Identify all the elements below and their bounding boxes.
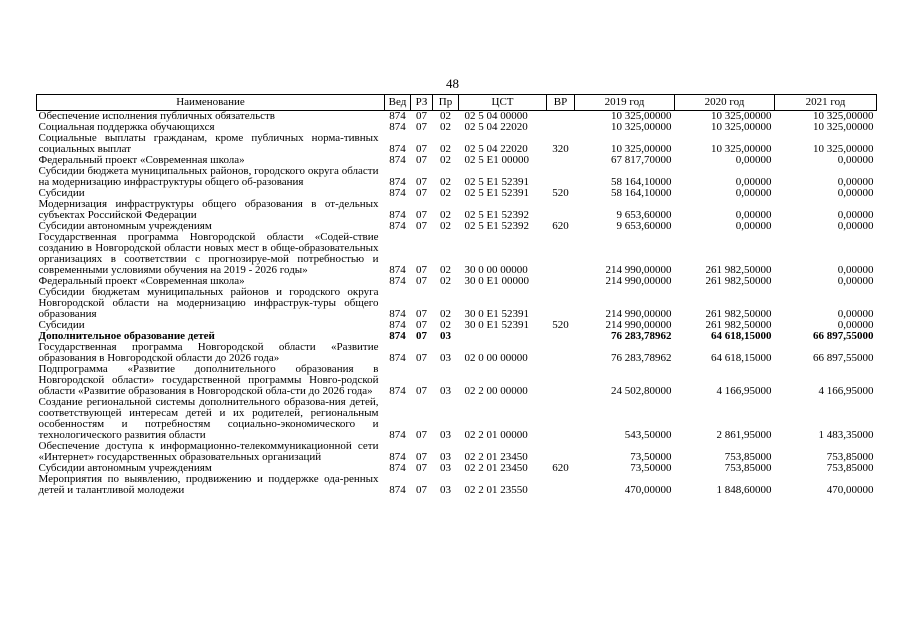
row-vr — [547, 342, 575, 364]
row-ved: 874 — [389, 484, 406, 496]
row-2020: 10 325,00000 — [711, 121, 772, 133]
row-2021: 10 325,00000 — [813, 121, 874, 133]
table-row — [37, 474, 877, 496]
row-2021: 10 325,00000 — [813, 143, 874, 155]
page-number: 48 — [446, 76, 459, 91]
row-name: Федеральный проект «Современная школа» — [38, 275, 245, 287]
row-name: Социальные выплаты гражданам, кроме публичных норма-тивных социальных выплат — [38, 132, 379, 155]
row-vr: 620 — [552, 462, 569, 474]
row-cst: 02 5 04 00000 — [464, 110, 528, 122]
row-ved: 874 — [389, 121, 406, 133]
row-2020: 2 861,95000 — [716, 429, 772, 441]
table-row — [37, 364, 877, 397]
row-2020: 10 325,00000 — [711, 143, 772, 155]
row-rz: 07 — [416, 187, 427, 199]
row-rz: 07 — [416, 330, 427, 342]
row-rz: 07 — [416, 462, 427, 474]
row-name: Подпрограмма «Развитие дополнительного образования в Новгородской области» государственной программы Новго-родской области «Развитие образования в Новгородской обла-сти до 2026 года» — [38, 363, 379, 397]
row-cst: 02 2 01 00000 — [464, 429, 528, 441]
row-ved: 874 — [389, 330, 406, 342]
row-2021: 0,00000 — [837, 220, 874, 232]
row-2019: 76 283,78962 — [611, 352, 672, 364]
row-ved: 874 — [389, 264, 406, 276]
row-pr: 02 — [440, 275, 451, 287]
row-cst — [459, 331, 547, 342]
row-2019: 58 164,10000 — [611, 176, 672, 188]
row-2019: 214 990,00000 — [605, 319, 672, 331]
row-rz: 07 — [416, 176, 427, 188]
row-2020: 0,00000 — [735, 176, 772, 188]
row-rz: 07 — [416, 264, 427, 276]
row-2021: 0,00000 — [837, 176, 874, 188]
row-2019: 67 817,70000 — [611, 154, 672, 166]
row-pr: 02 — [440, 319, 451, 331]
row-pr: 02 — [440, 143, 451, 155]
row-2021: 470,00000 — [826, 484, 874, 496]
row-rz: 07 — [416, 209, 427, 221]
row-2020: 1 848,60000 — [716, 484, 772, 496]
row-vr — [547, 199, 575, 221]
row-pr: 02 — [440, 121, 451, 133]
row-vr — [547, 397, 575, 441]
row-2021: 0,00000 — [837, 209, 874, 221]
row-pr: 02 — [440, 176, 451, 188]
row-pr: 03 — [440, 385, 451, 397]
row-vr — [547, 166, 575, 188]
row-name: Субсидии бюджетам муниципальных районов и городского округа Новгородской области на модернизацию инфраструк-туры общего образования — [38, 286, 379, 320]
row-cst: 30 0 00 00000 — [464, 264, 528, 276]
row-ved: 874 — [389, 275, 406, 287]
row-ved: 874 — [389, 319, 406, 331]
row-cst: 02 5 E1 00000 — [464, 154, 529, 166]
row-cst: 30 0 E1 52391 — [464, 319, 529, 331]
row-pr: 03 — [440, 462, 451, 474]
row-ved: 874 — [389, 154, 406, 166]
row-2019: 58 164,10000 — [611, 187, 672, 199]
row-name: Мероприятия по выявлению, продвижению и поддержке ода-ренных детей и талантливой молодежи — [38, 473, 379, 496]
row-2021: 0,00000 — [837, 154, 874, 166]
row-2021: 66 897,55000 — [813, 330, 874, 342]
row-vr: 520 — [552, 319, 569, 331]
row-2021: 0,00000 — [837, 308, 874, 320]
row-rz: 07 — [416, 143, 427, 155]
header-2021: 2021 год — [775, 95, 877, 111]
row-pr: 02 — [440, 264, 451, 276]
row-rz: 07 — [416, 110, 427, 122]
row-2020: 261 982,50000 — [705, 308, 772, 320]
row-2021: 753,85000 — [826, 462, 874, 474]
row-name: Социальная поддержка обучающихся — [38, 121, 215, 133]
row-cst: 02 5 E1 52391 — [464, 187, 529, 199]
row-2020: 753,85000 — [724, 462, 772, 474]
table-row — [37, 232, 877, 276]
row-cst: 02 5 E1 52392 — [464, 209, 529, 221]
header-vr: ВР — [547, 95, 575, 111]
row-ved: 874 — [389, 143, 406, 155]
row-cst: 30 0 E1 00000 — [464, 275, 529, 287]
row-2021: 10 325,00000 — [813, 110, 874, 122]
header-rz: РЗ — [411, 95, 433, 111]
row-name: Субсидии автономным учреждениям — [38, 462, 212, 474]
row-cst: 02 2 01 23450 — [464, 462, 528, 474]
row-2019: 214 990,00000 — [605, 308, 672, 320]
row-rz: 07 — [416, 121, 427, 133]
row-2019: 76 283,78962 — [611, 330, 672, 342]
row-vr — [547, 155, 575, 166]
row-pr: 03 — [440, 330, 451, 342]
row-pr: 03 — [440, 451, 451, 463]
header-ved: Вед — [385, 95, 411, 111]
row-vr — [547, 474, 575, 496]
row-2021: 66 897,55000 — [813, 352, 874, 364]
row-2021: 753,85000 — [826, 451, 874, 463]
row-cst: 02 2 01 23550 — [464, 484, 528, 496]
row-pr: 02 — [440, 308, 451, 320]
row-2021: 4 166,95000 — [818, 385, 874, 397]
row-2020: 261 982,50000 — [705, 319, 772, 331]
row-rz: 07 — [416, 275, 427, 287]
row-2021: 0,00000 — [837, 264, 874, 276]
row-vr — [547, 331, 575, 342]
row-2019: 543,50000 — [624, 429, 672, 441]
row-rz: 07 — [416, 154, 427, 166]
row-vr: 320 — [552, 143, 569, 155]
header-name: Наименование — [37, 95, 385, 111]
table-header-row — [37, 95, 877, 111]
row-name: Государственная программа Новгородской области «Содей-ствие созданию в Новгородской области новых мест в обще-образовательных организациях в соответствии с прогнозируе-мой потребностью и современными условиями обучения на 2019 - 2026 годы» — [38, 231, 379, 276]
row-pr: 02 — [440, 220, 451, 232]
row-ved: 874 — [389, 462, 406, 474]
row-ved: 874 — [389, 110, 406, 122]
row-rz: 07 — [416, 429, 427, 441]
row-2020: 0,00000 — [735, 209, 772, 221]
row-ved: 874 — [389, 176, 406, 188]
row-cst: 02 5 04 22020 — [464, 143, 528, 155]
row-2021: 1 483,35000 — [818, 429, 874, 441]
row-name: Дополнительное образование детей — [38, 330, 215, 342]
row-ved: 874 — [389, 220, 406, 232]
header-cst: ЦСТ — [459, 95, 547, 111]
row-ved: 874 — [389, 352, 406, 364]
row-pr: 03 — [440, 352, 451, 364]
row-2020: 64 618,15000 — [711, 330, 772, 342]
row-2021: 0,00000 — [837, 275, 874, 287]
row-vr: 620 — [552, 220, 569, 232]
row-2020: 261 982,50000 — [705, 264, 772, 276]
row-name: Обеспечение доступа к информационно-телекоммуникационной сети «Интернет» государственных образовательных организаций — [38, 440, 379, 463]
table-row — [37, 199, 877, 221]
table-row — [37, 287, 877, 320]
row-2019: 470,00000 — [624, 484, 672, 496]
row-2019: 73,50000 — [630, 462, 672, 474]
row-name: Модернизация инфраструктуры общего образования в от-дельных субъектах Российской Федерации — [38, 198, 379, 221]
row-pr: 02 — [440, 110, 451, 122]
row-2019: 24 502,80000 — [611, 385, 672, 397]
row-name: Обеспечение исполнения публичных обязательств — [38, 110, 276, 122]
row-pr: 03 — [440, 429, 451, 441]
row-rz: 07 — [416, 352, 427, 364]
row-2020: 10 325,00000 — [711, 110, 772, 122]
row-2019: 214 990,00000 — [605, 275, 672, 287]
row-2020: 64 618,15000 — [711, 352, 772, 364]
row-cst: 02 5 E1 52391 — [464, 176, 529, 188]
row-vr — [547, 122, 575, 133]
row-ved: 874 — [389, 209, 406, 221]
row-2021: 0,00000 — [837, 187, 874, 199]
table-row — [37, 342, 877, 364]
row-2020: 261 982,50000 — [705, 275, 772, 287]
header-pr: Пр — [433, 95, 459, 111]
row-pr: 02 — [440, 187, 451, 199]
row-cst: 30 0 E1 52391 — [464, 308, 529, 320]
row-2019: 9 653,60000 — [616, 209, 672, 221]
table-body — [37, 111, 877, 497]
row-rz: 07 — [416, 385, 427, 397]
row-pr: 03 — [440, 484, 451, 496]
row-ved: 874 — [389, 385, 406, 397]
row-vr — [547, 287, 575, 320]
table-row — [37, 397, 877, 441]
row-2021: 0,00000 — [837, 319, 874, 331]
row-2019: 9 653,60000 — [616, 220, 672, 232]
row-cst: 02 5 04 22020 — [464, 121, 528, 133]
row-name: Субсидии автономным учреждениям — [38, 220, 212, 232]
row-vr — [547, 276, 575, 287]
table-row — [37, 133, 877, 155]
row-2020: 0,00000 — [735, 187, 772, 199]
row-cst: 02 0 00 00000 — [464, 352, 528, 364]
row-vr — [547, 232, 575, 276]
row-cst: 02 2 01 23450 — [464, 451, 528, 463]
row-rz: 07 — [416, 308, 427, 320]
row-cst: 02 2 00 00000 — [464, 385, 528, 397]
row-rz: 07 — [416, 451, 427, 463]
row-name: Государственная программа Новгородской области «Развитие образования в Новгородской области до 2026 года» — [38, 341, 379, 364]
row-2020: 0,00000 — [735, 154, 772, 166]
row-name: Субсидии — [38, 187, 85, 199]
row-pr: 02 — [440, 154, 451, 166]
row-vr — [547, 441, 575, 463]
row-2019: 10 325,00000 — [611, 121, 672, 133]
row-name: Субсидии — [38, 319, 85, 331]
row-2020: 753,85000 — [724, 451, 772, 463]
row-vr: 520 — [552, 187, 569, 199]
header-2019: 2019 год — [575, 95, 675, 111]
row-pr: 02 — [440, 209, 451, 221]
row-2020: 0,00000 — [735, 220, 772, 232]
table-row — [37, 441, 877, 463]
row-ved: 874 — [389, 429, 406, 441]
table-row — [37, 166, 877, 188]
row-cst: 02 5 E1 52392 — [464, 220, 529, 232]
row-2019: 10 325,00000 — [611, 143, 672, 155]
header-2020: 2020 год — [675, 95, 775, 111]
row-2019: 10 325,00000 — [611, 110, 672, 122]
row-2019: 214 990,00000 — [605, 264, 672, 276]
row-2019: 73,50000 — [630, 451, 672, 463]
row-rz: 07 — [416, 220, 427, 232]
row-rz: 07 — [416, 319, 427, 331]
row-ved: 874 — [389, 451, 406, 463]
budget-table — [36, 94, 877, 496]
row-name: Создание региональной системы дополнительного образова-ния детей, соответствующей интересам детей и их родителей, региональным особенностям и потребностям социально-экономического и технологического развития области — [38, 396, 379, 441]
row-vr — [547, 111, 575, 123]
row-2020: 4 166,95000 — [716, 385, 772, 397]
row-ved: 874 — [389, 308, 406, 320]
row-name: Субсидии бюджета муниципальных районов, городского округа области на модернизацию инфраструктуры общего об-разования — [38, 165, 379, 188]
row-ved: 874 — [389, 187, 406, 199]
row-vr — [547, 364, 575, 397]
row-name: Федеральный проект «Современная школа» — [38, 154, 245, 166]
row-rz: 07 — [416, 484, 427, 496]
